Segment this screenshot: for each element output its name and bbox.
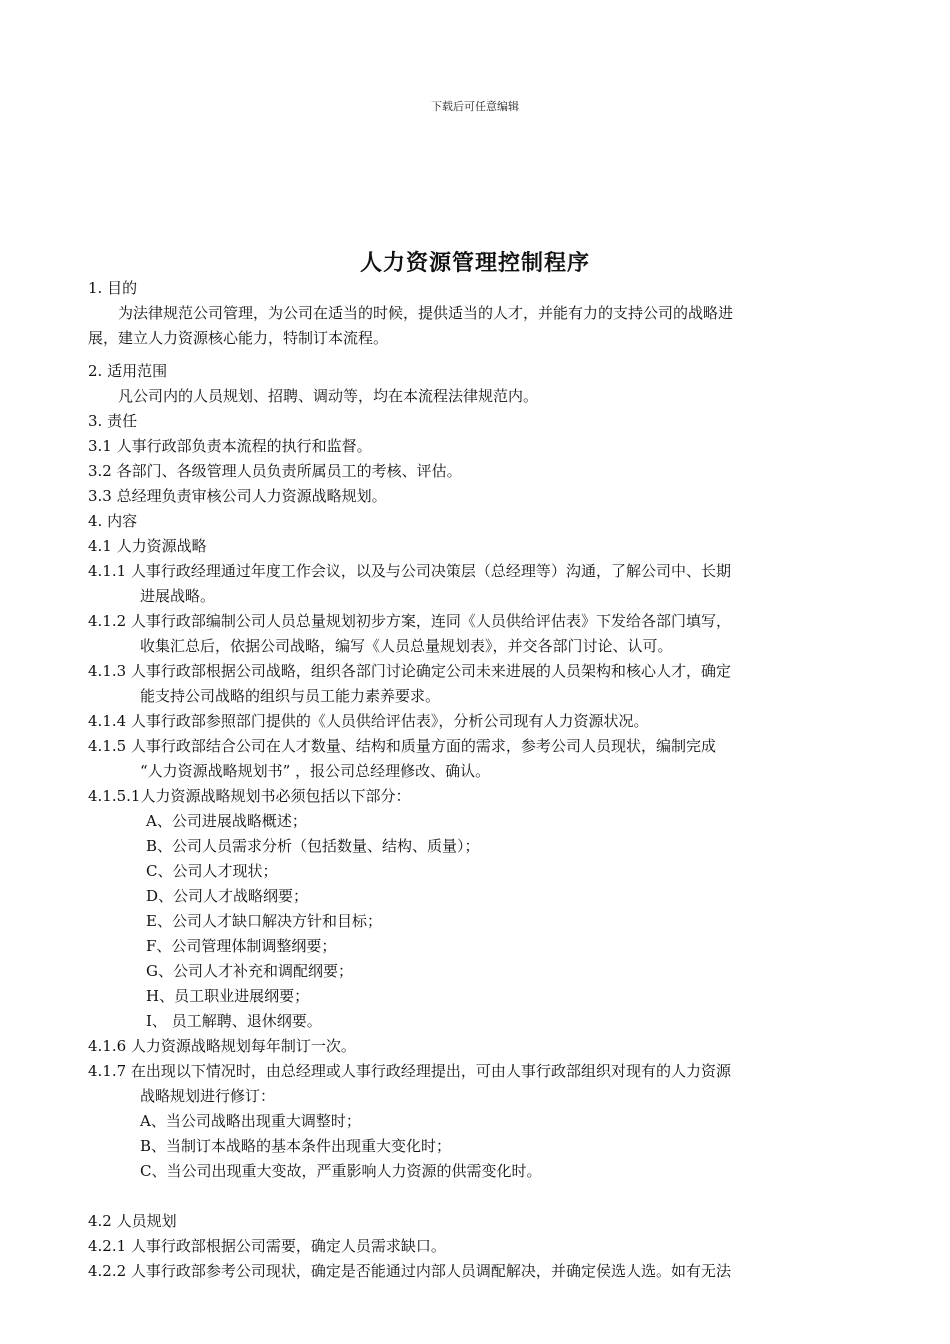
document-line: 收集汇总后，依据公司战略，编写《人员总量规划表》，并交各部门讨论、认可。 (140, 637, 673, 655)
document-line: 4.2 人员规划 (88, 1212, 177, 1230)
document-line: 战略规划进行修订： (140, 1087, 276, 1105)
document-line: 展，建立人力资源核心能力，特制订本流程。 (88, 329, 389, 347)
document-line: 4.1 人力资源战略 (88, 537, 207, 555)
document-line: 进展战略。 (140, 587, 216, 605)
document-line: C、当公司出现重大变故，严重影响人力资源的供需变化时。 (140, 1162, 542, 1180)
document-line: 4.1.7 在出现以下情况时，由总经理或人事行政经理提出，可由人事行政部组织对现有的人力资源 (88, 1062, 731, 1080)
document-line: 4.1.5.1人力资源战略规划书必须包括以下部分： (88, 787, 411, 805)
document-line: H、员工职业进展纲要； (146, 987, 310, 1005)
document-line: 2. 适用范围 (88, 362, 168, 380)
document-line: 4.2.1 人事行政部根据公司需要，确定人员需求缺口。 (88, 1237, 446, 1255)
document-line: 3.1 人事行政部负责本流程的执行和监督。 (88, 437, 372, 455)
document-line: 能支持公司战略的组织与员工能力素养要求。 (140, 687, 441, 705)
document-line: C、公司人才现状； (146, 862, 278, 880)
document-title: 人力资源管理控制程序 (359, 250, 590, 276)
document-line: A、当公司战略出现重大调整时； (140, 1112, 361, 1130)
document-line: B、当制订本战略的基本条件出现重大变化时； (140, 1137, 452, 1155)
document-line: B、公司人员需求分析（包括数量、结构、质量）； (146, 837, 480, 855)
document-line: D、公司人才战略纲要； (146, 887, 309, 905)
document-line: 3.2 各部门、各级管理人员负责所属员工的考核、评估。 (88, 462, 462, 480)
document-line: A、公司进展战略概述； (146, 812, 307, 830)
document-line: 3. 责任 (88, 412, 138, 430)
document-line: E、公司人才缺口解决方针和目标； (146, 912, 382, 930)
document-line: 4.1.5 人事行政部结合公司在人才数量、结构和质量方面的需求，参考公司人员现状，编制完成 (88, 737, 716, 755)
document-line: G、公司人才补充和调配纲要； (146, 962, 353, 980)
document-line: 4. 内容 (88, 512, 138, 530)
document-line: “人力资源战略规划书” ，报公司总经理修改、确认。 (140, 762, 491, 780)
document-line: 4.1.2 人事行政部编制公司人员总量规划初步方案，连同《人员供给评估表》下发给各部门填写， (88, 612, 731, 630)
document-line: 3.3 总经理负责审核公司人力资源战略规划。 (88, 487, 387, 505)
document-line: I、 员工解聘、退休纲要。 (146, 1012, 322, 1030)
document-line: 4.1.4 人事行政部参照部门提供的《人员供给评估表》，分析公司现有人力资源状况。 (88, 712, 649, 730)
document-line: 1. 目的 (88, 279, 138, 297)
document-line: 4.1.1 人事行政经理通过年度工作会议，以及与公司决策层（总经理等）沟通，了解公司中、长期 (88, 562, 731, 580)
header-note: 下载后可任意编辑 (431, 100, 519, 113)
document-line: 4.1.3 人事行政部根据公司战略，组织各部门讨论确定公司未来进展的人员架构和核心人才，确定 (88, 662, 731, 680)
document-line: 为法律规范公司管理，为公司在适当的时候，提供适当的人才，并能有力的支持公司的战略进 (118, 304, 734, 322)
document-line: F、公司管理体制调整纲要； (146, 937, 337, 955)
document-line: 凡公司内的人员规划、招聘、调动等，均在本流程法律规范内。 (118, 387, 539, 405)
document-line: 4.1.6 人力资源战略规划每年制订一次。 (88, 1037, 356, 1055)
document-line: 4.2.2 人事行政部参考公司现状，确定是否能通过内部人员调配解决，并确定侯选人选。如有无法 (88, 1262, 731, 1280)
